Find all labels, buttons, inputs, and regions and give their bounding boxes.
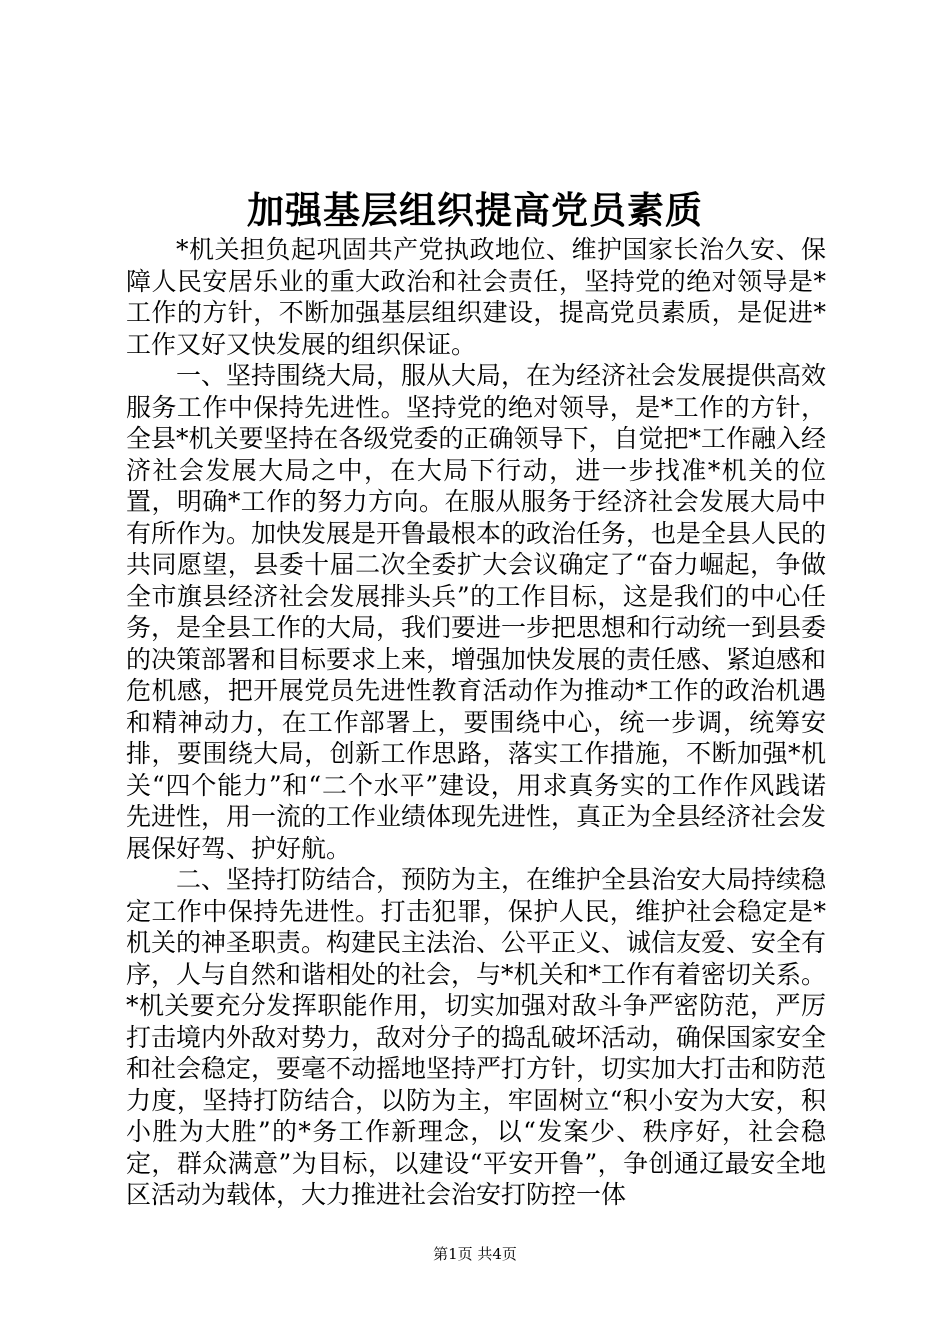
paragraph-intro: *机关担负起巩固共产党执政地位、维护国家长治久安、保障人民安居乐业的重大政治和社会责任，坚持党的绝对领导是*工作的方针，不断加强基层组织建设，提高党员素质，是促进*工作又好又快发展的组织保证。 <box>126 235 826 359</box>
paragraph-section-one: 一、坚持围绕大局，服从大局，在为经济社会发展提供高效服务工作中保持先进性。坚持党的绝对领导，是*工作的方针，全县*机关要坚持在各级党委的正确领导下，自觉把*工作融入经济社会发展大局之中，在大局下行动，进一步找准*机关的位置，明确*工作的努力方向。在服从服务于经济社会发展大局中有所作为。加快发展是开鲁最根本的政治任务，也是全县人民的共同愿望，县委十届二次全委扩大会议确定了“奋力崛起，争做全市旗县经济社会发展排头兵”的工作目标，这是我们的中心任务，是全县工作的大局，我们要进一步把思想和行动统一到县委的决策部署和目标要求上来，增强加快发展的责任感、紧迫感和危机感，把开展党员先进性教育活动作为推动*工作的政治机遇和精神动力，在工作部署上，要围绕中心，统一步调，统筹安排，要围绕大局，创新工作思路，落实工作措施，不断加强*机关“四个能力”和“二个水平”建设，用求真务实的工作作风践诺先进性，用一流的工作业绩体现先进性，真正为全县经济社会发展保好驾、护好航。 <box>126 361 827 863</box>
document-body <box>126 234 826 1211</box>
page-number-footer: 第1页 共4页 <box>433 1245 517 1263</box>
paragraph-section-two: 二、坚持打防结合，预防为主，在维护全县治安大局持续稳定工作中保持先进性。打击犯罪，保护人民，维护社会稳定是*机关的神圣职责。构建民主法治、公平正义、诚信友爱、安全有序，人与自然和谐相处的社会，与*机关和*工作有着密切关系。*机关要充分发挥职能作用，切实加强对敌斗争严密防范，严厉打击境内外敌对势力，敌对分子的捣乱破坏活动，确保国家安全和社会稳定，要毫不动摇地坚持严打方针，切实加大打击和防范力度，坚持打防结合，以防为主，牢固树立“积小安为大安，积小胜为大胜”的*务工作新理念，以“发案少、秩序好，社会稳定，群众满意”为目标，以建设“平安开鲁”，争创通辽最安全地区活动为载体，大力推进社会治安打防控一体 <box>126 865 827 1209</box>
document-title: 加强基层组织提高党员素质 <box>247 188 703 232</box>
